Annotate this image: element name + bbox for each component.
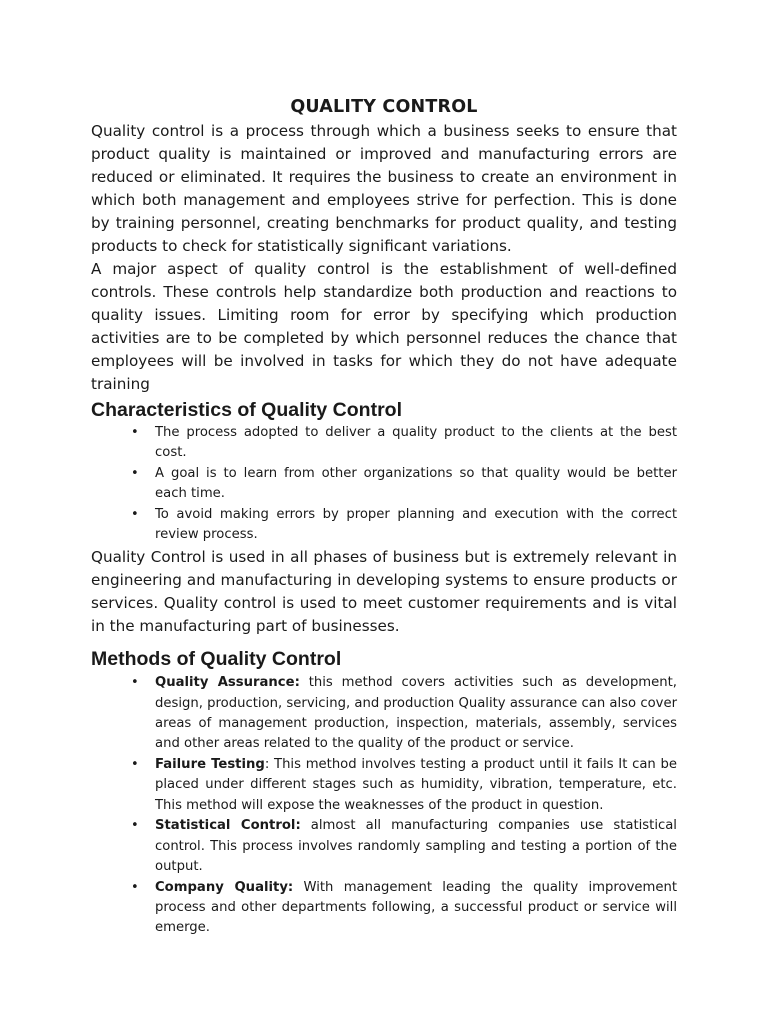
list-item — [131, 755, 678, 816]
intro-paragraph-2: A major aspect of quality control is the establishment of well-defined controls. These controls help standardize both production and reactions to quality issues. Limiting room for error by specifying which production activities are to be completed by which personnel reduces the chance that employees will be involved in tasks for which they do not have adequate training — [91, 260, 677, 393]
method-term: Statistical Control: — [155, 818, 301, 834]
page-title: QUALITY CONTROL — [290, 97, 478, 117]
characteristics-summary: Quality Control is used in all phases of business but is extremely relevant in engineering and manufacturing in developing systems to ensure products or services. Quality control is used to meet customer requirements and is vital in the manufacturing part of businesses. — [91, 548, 677, 636]
bullet-icon: • — [131, 425, 139, 440]
list-item-text: The process adopted to deliver a quality product to the clients at the best cost. — [155, 425, 677, 461]
bullet-icon: • — [131, 507, 139, 523]
method-term: Quality Assurance: — [155, 675, 300, 691]
method-term: Company Quality: — [155, 879, 294, 895]
bullet-icon: • — [131, 818, 139, 834]
list-item — [131, 878, 677, 939]
bullet-icon: • — [131, 675, 139, 691]
document-page — [91, 94, 677, 939]
list-item — [131, 505, 677, 546]
list-item — [131, 673, 677, 754]
method-description: With management leading the quality improvement process and other departments following, a successful product or service will emerge. — [155, 879, 677, 936]
list-item-text: To avoid making errors by proper planning and execution with the correct review process. — [155, 507, 677, 543]
list-item-text: A goal is to learn from other organizations so that quality would be better each time. — [155, 466, 677, 502]
list-item — [131, 423, 677, 464]
methods-heading: Methods of Quality Control — [91, 648, 342, 671]
characteristics-heading: Characteristics of Quality Control — [91, 399, 402, 421]
bullet-icon: • — [131, 756, 139, 772]
method-description: this method covers activities such as development, design, production, servicing, and production Quality assurance can also cover areas of management production, inspection, materials, assembly, services and other areas related to the quality of the product or service. — [155, 675, 677, 752]
characteristics-list — [91, 423, 677, 546]
bullet-icon: • — [131, 879, 139, 895]
intro-paragraph-1: Quality control is a process through which a business seeks to ensure that product quality is maintained or improved and manufacturing errors are reduced or eliminated. It requires the business to create an environment in which both management and employees strive for perfection. This is done by training personnel, creating benchmarks for product quality, and testing products to check for statistically significant variations. — [91, 122, 677, 255]
methods-list — [91, 673, 677, 938]
list-item — [131, 816, 677, 877]
method-description: : This method involves testing a product until it fails It can be placed under different stages such as humidity, vibration, temperature, etc. This method will expose the weaknesses of the product in question. — [155, 756, 678, 813]
method-description: almost all manufacturing companies use statistical control. This process involves randomly sampling and testing a portion of the output. — [155, 818, 677, 874]
method-term: Failure Testing — [155, 756, 265, 772]
list-item — [131, 464, 677, 505]
bullet-icon: • — [131, 466, 139, 482]
